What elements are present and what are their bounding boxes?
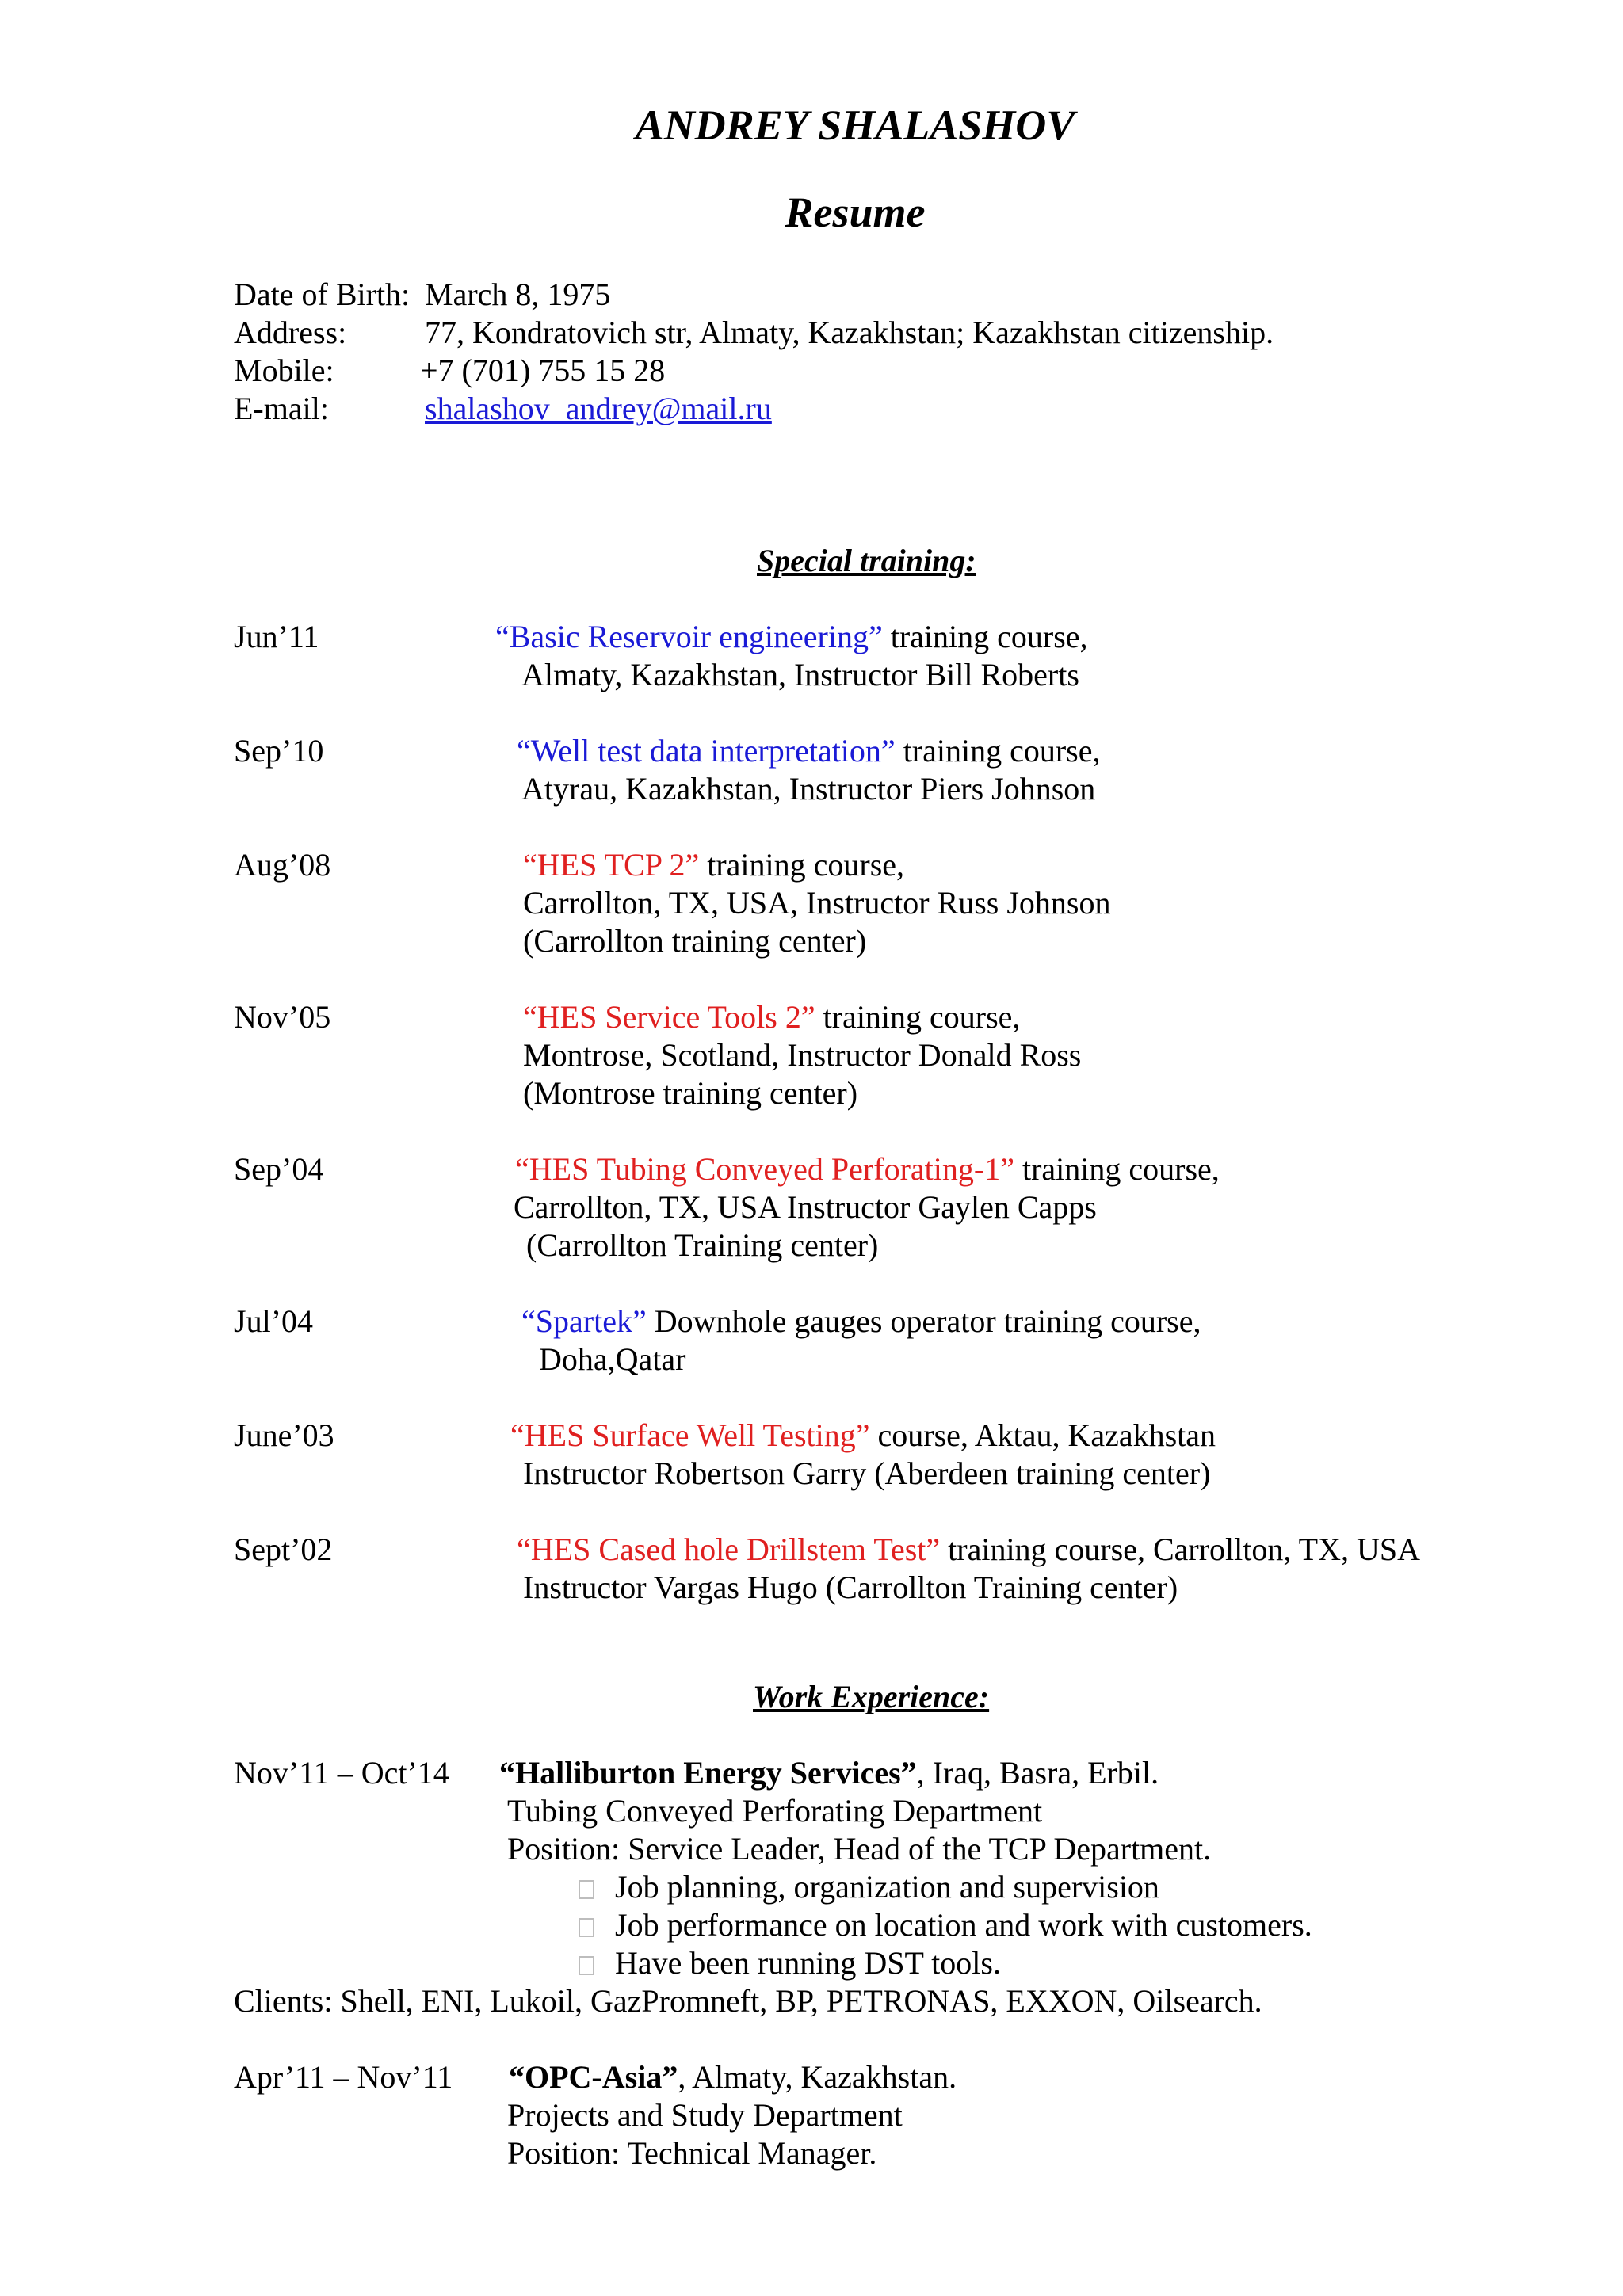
training-course-name: “HES Service Tools 2” (523, 999, 815, 1035)
job-company: “Halliburton Energy Services” (499, 1755, 917, 1791)
training-course-rest: training course, Carrollton, TX, USA (940, 1531, 1420, 1567)
job-dates: Nov’11 – Oct’14 (234, 1755, 449, 1791)
training-date: Nov’05 (234, 999, 331, 1035)
bullet-box-icon (579, 1956, 594, 1975)
mobile-label: Mobile: (234, 353, 334, 388)
training-course-rest: training course, (895, 733, 1101, 769)
training-course-name: “Spartek” (521, 1303, 647, 1339)
job-title-line (509, 2058, 957, 2096)
training-line-1 (523, 998, 1020, 1036)
job-location: , Almaty, Kazakhstan. (678, 2059, 957, 2095)
training-heading: Special training: (757, 543, 976, 578)
job-position: Position: Technical Manager. (507, 2135, 877, 2171)
training-line-2: Almaty, Kazakhstan, Instructor Bill Roberts (521, 657, 1079, 692)
training-line-2: Montrose, Scotland, Instructor Donald Ross (523, 1037, 1082, 1073)
address-label: Address: (234, 315, 347, 350)
training-line-2: Instructor Robertson Garry (Aberdeen training center) (523, 1455, 1211, 1491)
training-date: Sep’04 (234, 1151, 324, 1187)
training-date: Jun’11 (234, 619, 319, 654)
resume-name: ANDREY SHALASHOV (635, 101, 1075, 149)
job-bullet-item (579, 1906, 1312, 1944)
training-line-1 (495, 618, 1088, 656)
dob-label: Date of Birth: (234, 277, 411, 312)
training-course-rest: course, Aktau, Kazakhstan (869, 1417, 1216, 1453)
training-course-rest: Downhole gauges operator training course, (646, 1303, 1201, 1339)
training-line-1 (517, 1531, 1420, 1569)
job-bullet-item (579, 1944, 1001, 1982)
training-course-name: “Basic Reservoir engineering” (495, 619, 883, 654)
training-course-rest: training course, (699, 847, 905, 883)
work-heading: Work Experience: (753, 1679, 990, 1714)
address-value: 77, Kondratovich str, Almaty, Kazakhstan; Kazakhstan citizenship. (425, 315, 1274, 350)
training-course-name: “Well test data interpretation” (517, 733, 896, 769)
training-line-1 (523, 846, 904, 884)
training-date: Sept’02 (234, 1531, 333, 1567)
training-course-rest: training course, (1014, 1151, 1220, 1187)
training-line-1 (510, 1417, 1216, 1455)
training-date: Aug’08 (234, 847, 331, 883)
job-bullet-text: Job performance on location and work with customers. (615, 1907, 1312, 1943)
training-course-rest: training course, (815, 999, 1021, 1035)
job-company: “OPC-Asia” (509, 2059, 678, 2095)
bullet-box-icon (579, 1918, 594, 1937)
training-line-2: Atyrau, Kazakhstan, Instructor Piers Johnson (521, 771, 1096, 807)
job-clients: Clients: Shell, ENI, Lukoil, GazPromneft, BP, PETRONAS, EXXON, Oilsearch. (234, 1983, 1262, 2019)
dob-value: March 8, 1975 (425, 277, 611, 312)
email-label: E-mail: (234, 391, 329, 426)
training-line-2: Carrollton, TX, USA, Instructor Russ Johnson (523, 885, 1111, 921)
training-line-1 (515, 1150, 1220, 1188)
resume-subtitle: Resume (785, 189, 926, 236)
training-line-3: (Montrose training center) (523, 1075, 858, 1111)
training-line-3: (Carrollton Training center) (526, 1227, 879, 1263)
job-title-line (499, 1754, 1159, 1792)
job-dates: Apr’11 – Nov’11 (234, 2059, 453, 2095)
training-date: Sep’10 (234, 733, 324, 769)
training-course-name: “HES Cased hole Drillstem Test” (517, 1531, 941, 1567)
training-course-name: “HES Surface Well Testing” (510, 1417, 870, 1453)
training-line-3: (Carrollton training center) (523, 923, 867, 959)
job-location: , Iraq, Basra, Erbil. (916, 1755, 1159, 1791)
training-course-rest: training course, (882, 619, 1088, 654)
training-line-2: Doha,Qatar (539, 1341, 686, 1377)
training-course-name: “HES Tubing Conveyed Perforating-1” (515, 1151, 1014, 1187)
training-date: June’03 (234, 1417, 334, 1453)
training-line-2: Carrollton, TX, USA Instructor Gaylen Capps (514, 1189, 1097, 1225)
training-course-name: “HES TCP 2” (523, 847, 700, 883)
training-line-1 (517, 732, 1101, 770)
job-position: Position: Service Leader, Head of the TCP Department. (507, 1831, 1212, 1867)
job-bullet-text: Have been running DST tools. (615, 1945, 1001, 1981)
job-department: Projects and Study Department (507, 2097, 903, 2133)
training-date: Jul’04 (234, 1303, 313, 1339)
mobile-value: +7 (701) 755 15 28 (420, 353, 666, 388)
training-line-2: Instructor Vargas Hugo (Carrollton Training center) (523, 1569, 1178, 1605)
job-bullet-text: Job planning, organization and supervision (615, 1869, 1159, 1905)
job-department: Tubing Conveyed Perforating Department (507, 1793, 1043, 1829)
email-link[interactable]: shalashov_andrey@mail.ru (425, 391, 772, 426)
job-bullet-item (579, 1868, 1159, 1906)
training-line-1 (521, 1302, 1201, 1341)
bullet-box-icon (579, 1880, 594, 1899)
